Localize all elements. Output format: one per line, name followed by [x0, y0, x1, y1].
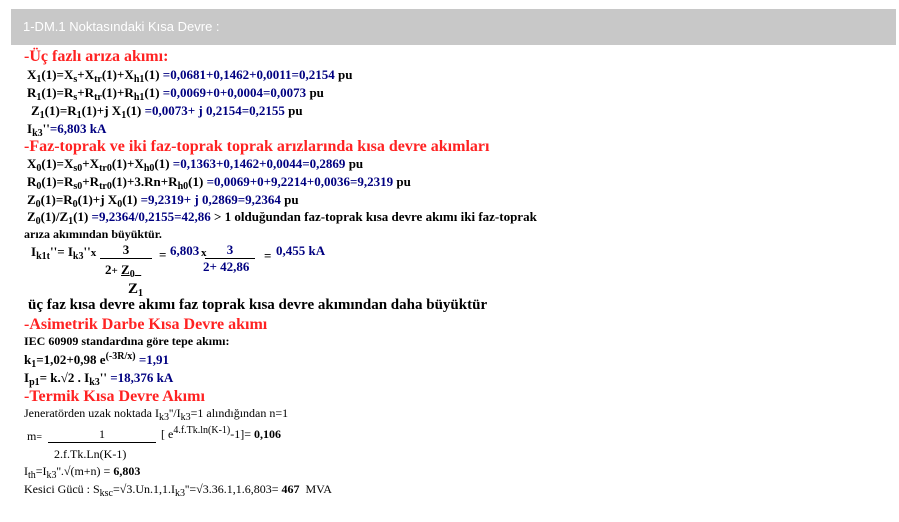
ith-equation: $I_{th}=I_{k3}''.√(m+n) = 6,803$: [24, 464, 141, 481]
breaker-a: Kesici Gücü : S: [24, 482, 100, 496]
r1-equation: $R_1(1)=R_s+R_{tr}(1)+R_{h1}(1) =0,0069+0+0,0004=0,0073$ pu: [27, 85, 324, 103]
k-exponent: (-3R/x): [105, 351, 136, 362]
frac-denominator: [105, 262, 141, 278]
ith-result: 6,803: [113, 464, 141, 478]
z1-values: =0,0073+ j 0,2154=0,2155: [144, 103, 285, 118]
ratio-equation: $Z_0(1)/Z_1(1) =9,2364/0,2155=42,86 > 1$ olduğundan faz-toprak kısa devre akımı iki faz-toprak: [27, 209, 537, 227]
ratio-values: =9,2364/0,2155=42,86: [91, 209, 211, 224]
x1-equation: $X_1(1)=X_s+X_{tr}(1)+X_{h1}(1) =0,0681+0,1462+0,0011=0,2154$ pu: [27, 67, 353, 85]
breaker-c: ''=√3.36.1,1.6,803=: [185, 482, 279, 496]
z0-equation: $Z_0(1)=R_0(1)+j$ $X_0(1) =9,2319+ j$ 0,2869=9,2364 pu: [27, 192, 299, 210]
frac-equals-2: =: [264, 248, 272, 263]
m-symbol: m: [27, 429, 37, 443]
x0-values: =0,1363+0,1462+0,0044=0,2869: [172, 156, 346, 171]
ik1t-label: $I_{k1t}''= I_{k3}''x$: [31, 244, 97, 262]
k-symbol: k: [24, 352, 32, 367]
breaker-result: 467: [281, 482, 300, 496]
m-result: 0,106: [254, 427, 282, 441]
section-asymmetric: -Asimetrik Darbe Kısa Devre akımı: [24, 316, 268, 333]
calc-times: x: [201, 247, 207, 259]
section-thermal: -Termik Kısa Devre Akımı: [24, 388, 205, 405]
r0-equation: $R_0(1)=R_{s0}+R_{tr0}(1)+3.Rn+R_{h0}(1) =0,0069+0+9,2214+0,0036=9,2319$ pu: [27, 174, 411, 192]
conclusion-text: üç faz kısa devre akımı faz toprak kısa devre akımından daha büyüktür: [28, 297, 488, 313]
ip-equation: $I_{p1}= k.√2$ . $I_{k3}'' =18,376$ kA: [24, 370, 174, 388]
z0-unit: pu: [284, 192, 299, 207]
k-equation: $k_1=1,02+0,98$ $e^{(-3R/x)} =1,91$: [24, 351, 169, 370]
thermal-intro: Jeneratörden uzak noktada $I_{k3}''/I_{k3}=1$ alındığından n=1: [24, 406, 289, 423]
thermal-intro-a: Jeneratörden uzak noktada I: [24, 406, 159, 420]
iec-standard-text: IEC 60909 standardına göre tepe akımı:: [24, 334, 230, 348]
frac-den-z0: $Z_0$: [121, 262, 135, 280]
ratio-text: > 1 olduğundan faz-toprak kısa devre akımı iki faz-toprak: [213, 209, 537, 224]
breaker-b: =√3.Un.1,1.I: [113, 482, 176, 496]
k-values: =1,02+0,98 e: [36, 352, 106, 367]
section-ground-faults: -Faz-toprak ve iki faz-toprak toprak arızlarında kısa devre akımları: [24, 138, 490, 155]
calc-ik3-value: 6,803: [170, 243, 200, 258]
header-bar: [11, 9, 896, 45]
m-bracket: [161, 427, 281, 442]
ik3-equation: $I_{k3}''=6,803$ kA: [27, 121, 107, 139]
frac-den-plus: +: [111, 265, 118, 277]
frac-den-z1: $Z_1$: [128, 281, 144, 299]
calc-numerator: 3: [205, 242, 255, 259]
m-numerator: 1: [48, 427, 156, 443]
m-exponent: 4.f.Tk.ln(K-1): [173, 425, 231, 436]
x0-equation: $X_0(1)=X_{s0}+X_{tr0}(1)+X_{h0}(1) =0,1363+0,1462+0,0044=0,2869$ pu: [27, 156, 364, 174]
ik1t-result: 0,455 kA: [276, 243, 326, 258]
r0-unit: pu: [396, 174, 411, 189]
r0-values: =0,0069+0+9,2214+0,0036=9,2319: [206, 174, 394, 189]
m-bracket-open: [ e: [161, 427, 174, 441]
header-title: 1-DM.1 Noktasındaki Kısa Devre :: [23, 19, 220, 34]
m-bracket-close: -1]=: [230, 427, 252, 441]
r1-unit: pu: [309, 85, 324, 100]
frac-den-two: 2: [105, 262, 112, 277]
ik3-value: =6,803 kA: [49, 121, 107, 136]
breaker-equation: Kesici Gücü : $S_{ksc}=√3.Un.1,1.I_{k3}''=√3.36.1,1.6,803= 467$ MVA: [24, 482, 332, 499]
calc-denominator: 2+ 42,86: [203, 259, 250, 274]
thermal-intro-b: ''/I: [168, 406, 181, 420]
m-label: m=: [27, 429, 42, 443]
x0-unit: pu: [348, 156, 364, 171]
x1-values: =0,0681+0,1462+0,0011=0,2154: [162, 67, 335, 82]
r1-values: =0,0069+0+0,0004=0,0073: [162, 85, 307, 100]
section-three-phase: -Üç fazlı arıza akımı:: [24, 48, 169, 65]
z1-unit: pu: [288, 103, 303, 118]
thermal-intro-c: =1 alındığından n=1: [190, 406, 289, 420]
ith-text: ''.√(m+n) =: [56, 464, 111, 478]
x1-unit: pu: [337, 67, 353, 82]
k-result: =1,91: [138, 352, 169, 367]
z0-values: =9,2319+ j 0,2869=9,2364: [140, 192, 281, 207]
breaker-unit: MVA: [305, 482, 332, 496]
frac-equals-1: =: [159, 247, 167, 262]
frac-numerator: 3: [100, 242, 152, 259]
ratio-text-2: arıza akımından büyüktür.: [24, 227, 162, 241]
z1-equation: $Z_1(1)=R_1(1)+j$ $X_1(1) =0,0073+ j$ 0,2154=0,2155 pu: [31, 103, 303, 121]
m-denominator: 2.f.Tk.Ln(K-1): [54, 447, 127, 461]
ip-result: =18,376 kA: [110, 370, 174, 385]
